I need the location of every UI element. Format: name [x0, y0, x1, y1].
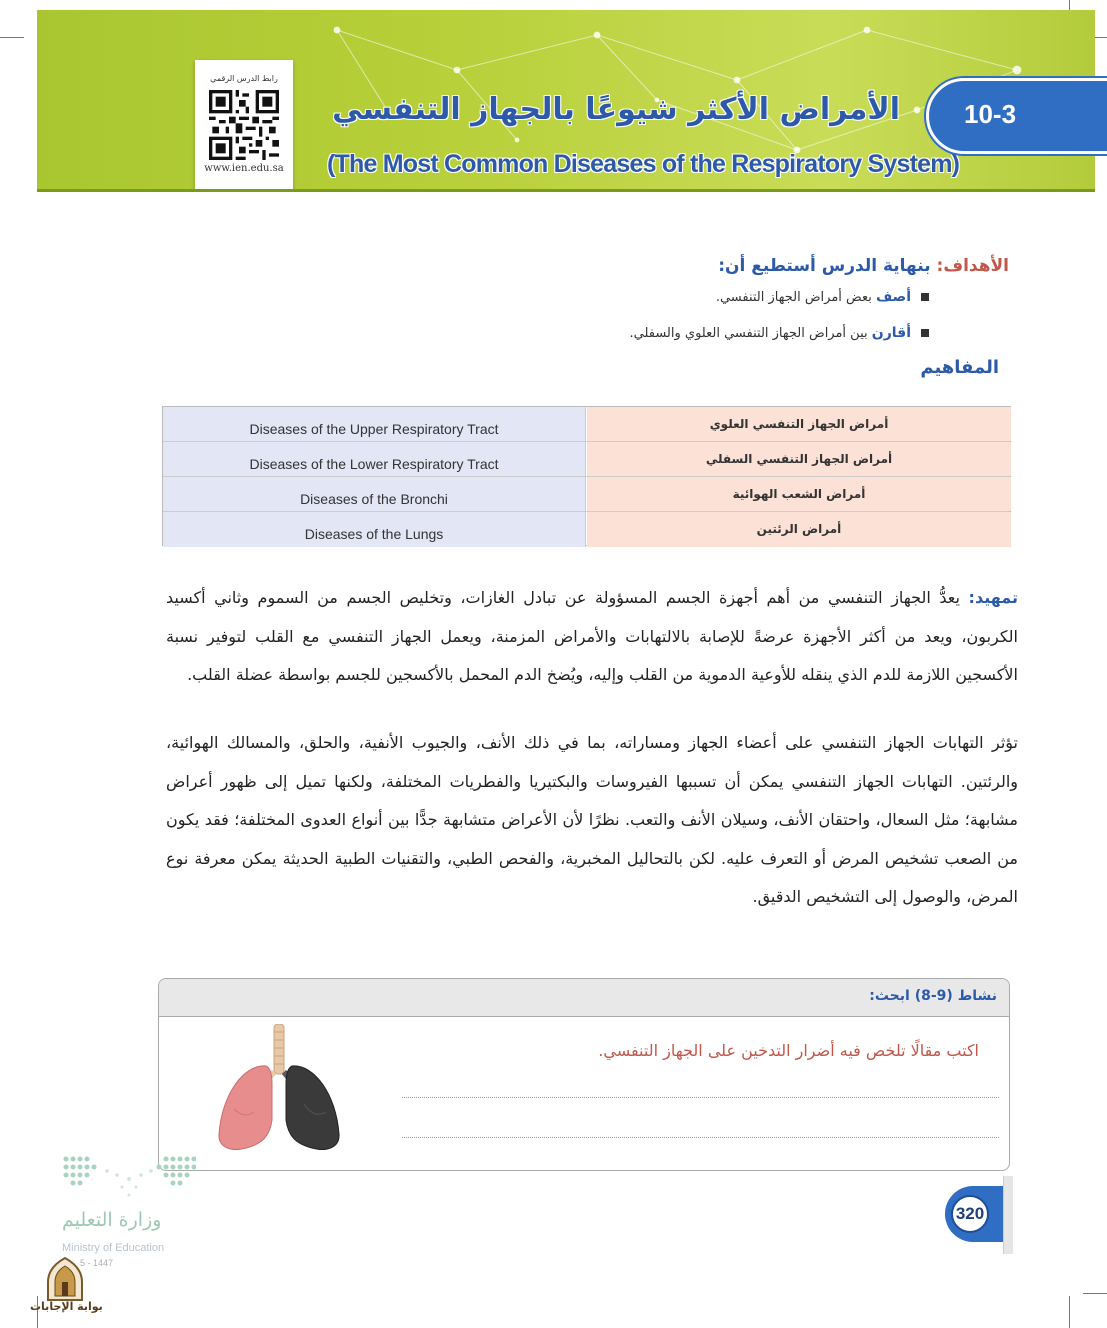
- ministry-year: 5 - 1447: [80, 1258, 114, 1268]
- concept-en: Diseases of the Lower Respiratory Tract: [163, 442, 586, 476]
- crop-mark: [1083, 1293, 1107, 1294]
- ministry-name-en: Ministry of Education: [62, 1242, 165, 1254]
- watermark-mosque-icon: [44, 1256, 86, 1302]
- table-row: [163, 512, 1010, 547]
- activity-box: [158, 978, 1010, 1171]
- lesson-number-badge: [926, 78, 1107, 154]
- concept-ar: أمراض الرئتين: [587, 512, 1011, 547]
- objectives-heading: [718, 256, 1009, 276]
- qr-url[interactable]: www.ien.edu.sa: [204, 163, 284, 174]
- objective-verb: أصف: [876, 289, 911, 305]
- objective-text: بعض أمراض الجهاز التنفسي.: [715, 290, 872, 305]
- table-row: [163, 477, 1010, 512]
- concepts-heading: المفاهيم: [920, 357, 999, 378]
- page-number-badge: [945, 1186, 1003, 1242]
- crop-mark: [1069, 1296, 1070, 1328]
- objective-item: [629, 325, 929, 341]
- table-row: [163, 407, 1010, 442]
- lesson-number: 10-3: [964, 99, 1017, 129]
- concept-en: Diseases of the Lungs: [163, 512, 586, 547]
- digital-lesson-qr-card[interactable]: [195, 60, 293, 190]
- objectives-label: الأهداف:: [936, 256, 1009, 276]
- objectives-intro: بنهاية الدرس أستطيع أن:: [718, 256, 931, 276]
- page-number: 320: [951, 1195, 989, 1233]
- concept-ar: أمراض الشعب الهوائية: [587, 477, 1011, 511]
- activity-task: اكتب مقالًا تلخص فيه أضرار التدخين على الجهاز التنفسي.: [598, 1041, 979, 1060]
- concept-ar: أمراض الجهاز التنفسي السفلي: [587, 442, 1011, 476]
- concept-en: Diseases of the Upper Respiratory Tract: [163, 407, 586, 441]
- lungs-illustration-icon: [214, 1024, 344, 1154]
- concept-en: Diseases of the Bronchi: [163, 477, 586, 511]
- objective-text: بين أمراض الجهاز التنفسي العلوي والسفلي.: [629, 326, 868, 341]
- square-bullet-icon: [921, 329, 929, 337]
- answer-line[interactable]: [402, 1137, 999, 1138]
- ministry-logo-icon: [62, 1155, 196, 1200]
- activity-title: نشاط (9-8) ابحث:: [869, 988, 997, 1004]
- intro-paragraph: [166, 579, 1018, 695]
- objective-verb: أقارن: [871, 325, 911, 341]
- lesson-title-en: (The Most Common Diseases of the Respiratory System): [327, 150, 960, 178]
- page-edge: [1003, 1176, 1013, 1254]
- answer-line[interactable]: [402, 1097, 999, 1098]
- watermark-text: بوابة الإجابات: [30, 1300, 103, 1313]
- table-row: [163, 442, 1010, 477]
- intro-text: يعدُّ الجهاز التنفسي من أهم أجهزة الجسم المسؤولة عن تبادل الغازات، وتخليص الجسم من السموم وثاني أكسيد الكربون، ويعد من أكثر الأجهزة عرضةً للإصابة بالالتهابات والأمراض المزمنة، ويعمل الجهاز التنفسي مع القلب لتوفير نسبة الأكسجين اللازمة للدم الذي ينقله للأوعية الدموية من القلب وإليه، ويُضخ الدم المحمل بالأكسجين للجسم بواسطة عضلة القلب.: [166, 588, 1018, 684]
- crop-mark: [0, 37, 24, 38]
- lesson-title-ar: الأمراض الأكثر شيوعًا بالجهاز التنفسي: [332, 92, 900, 127]
- body-paragraph: تؤثر التهابات الجهاز التنفسي على أعضاء الجهاز ومساراته، بما في ذلك الأنف، والجيوب الأنفية، والحلق، والمسالك الهوائية، والرئتين. التهابات الجهاز التنفسي يمكن أن تسببها الفيروسات والبكتيريا والفطريات المختلفة، ولكنها تميل إلى ظهور أعراض مشابهة؛ مثل السعال، واحتقان الأنف، وسيلان الأنف والتعب. نظرًا لأن الأعراض متشابهة جدًّا بين أنواع العدوى المختلفة؛ فقد يكون من الصعب تشخيص المرض أو التعرف عليه. لكن بالتحاليل المخبرية، والفحص الطبي، والتقنيات الطبية الحديثة يمكن معرفة نوع المرض، والوصول إلى التشخيص الدقيق.: [166, 733, 1018, 906]
- objective-item: [716, 289, 929, 305]
- qr-caption: رابط الدرس الرقمي: [210, 74, 278, 83]
- qr-code-icon: [209, 90, 279, 160]
- ministry-name-ar: وزارة التعليم: [62, 1209, 162, 1231]
- intro-label: تمهيد:: [968, 588, 1019, 607]
- concepts-table: [162, 406, 1011, 546]
- square-bullet-icon: [921, 293, 929, 301]
- concept-ar: أمراض الجهاز التنفسي العلوي: [587, 407, 1011, 441]
- activity-header: [159, 979, 1009, 1017]
